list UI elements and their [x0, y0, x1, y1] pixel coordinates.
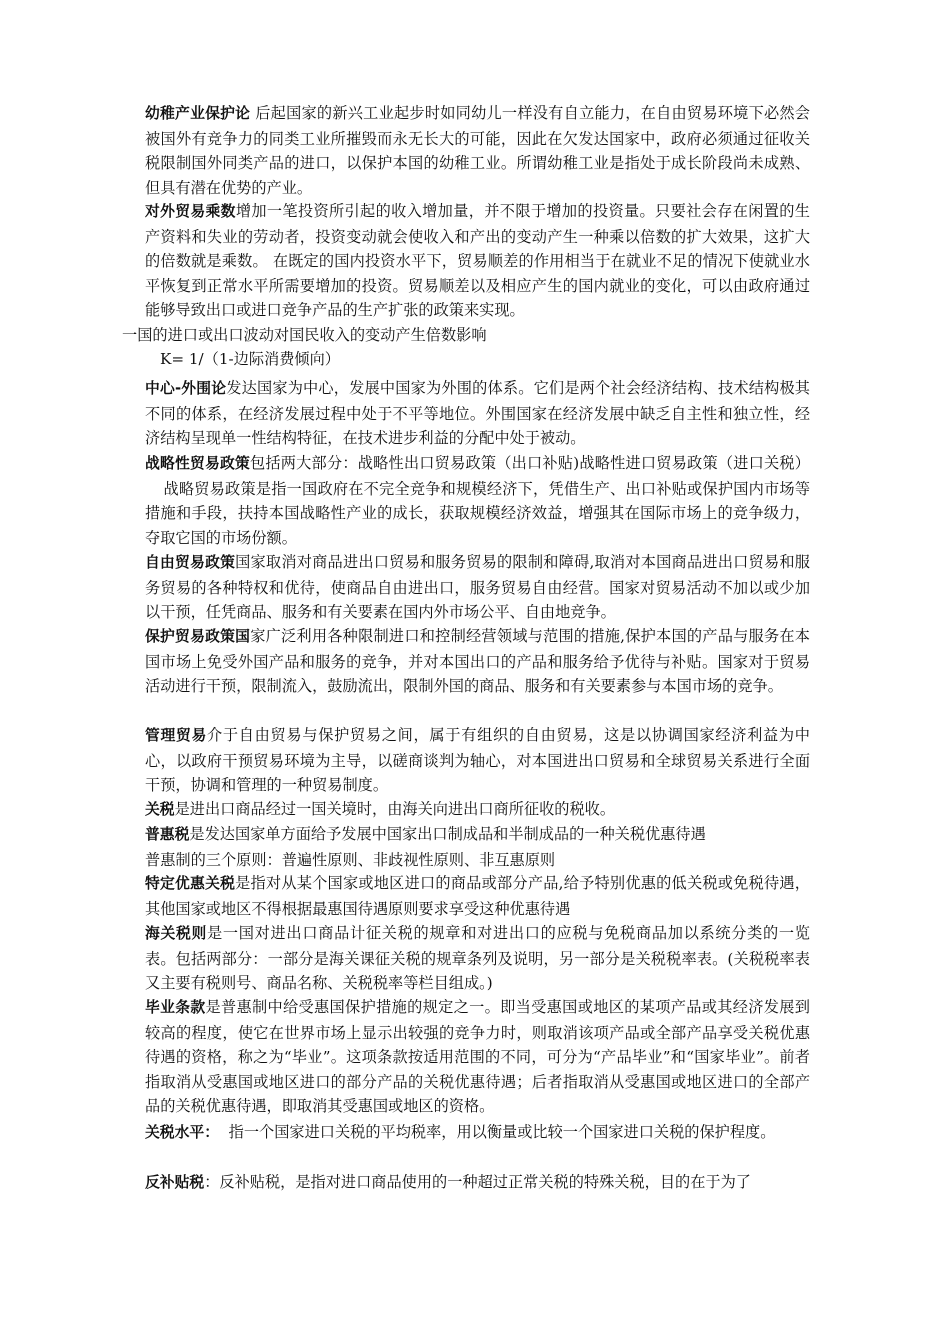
entry-text: 是一国对进出口商品计征关税的规章和对进出口的应税与免税商品加以系统分类的一览表。包括两部分：一部分是海关课征关税的规章条列及说明，另一部分是关税税率表。(关税税率表又主要有税则号、商品名称、关税税率等栏目组成。): [145, 924, 810, 992]
entry-term: 关税: [145, 801, 175, 818]
entry-text-2: 普惠制的三个原则：普遍性原则、非歧视性原则、非互惠原则: [145, 850, 556, 869]
entry-text: 是进出口商品经过一国关境时，由海关向进出口商所征收的税收。: [174, 800, 616, 818]
entry-customs-tariff: [145, 921, 810, 996]
entry-term: 幼稚产业保护论: [145, 105, 251, 122]
entry-protection: [145, 624, 810, 699]
entry-term: 关税水平：: [145, 1124, 219, 1141]
entry-term: 对外贸易乘数: [145, 203, 236, 220]
entry-term: 保护贸易政策国: [145, 628, 251, 645]
entry-term: 海关税则: [145, 925, 207, 942]
entry-text: 增加一笔投资所引起的收入增加量，并不限于增加的投资量。只要社会存在闲置的生产资料和失业的劳动者，投资变动就会使收入和产出的变动产生一种乘以倍数的扩大效果，这扩大的倍数就是乘数。 在既定的国内投资水平下，贸易顺差的作用相当于在就业不足的情况下使就业水平恢复到正常水平所需要增加的投资。贸易顺差以及相应产生的国内就业的变化，可以由政府通过能够导致出口或进口竞争产品的生产扩张的政策来实现。: [145, 202, 810, 319]
entry-term: 管理贸易: [145, 727, 207, 744]
entry-special-preference: [145, 871, 810, 921]
multiplier-note: 一国的进口或出口波动对国民收入的变动产生倍数影响: [122, 326, 487, 344]
entry-gsp: [145, 822, 810, 872]
entry-term: 反补贴税: [145, 1174, 205, 1191]
entry-text: 国家取消对商品进出口贸易和服务贸易的限制和障碍,取消对本国商品进出口贸易和服务贸易的各种特权和优待，使商品自由进出口，服务贸易自由经营。国家对贸易活动不加以或少加以干预，任凭商品、服务和有关要素在国内外市场公平、自由地竞争。: [145, 553, 810, 621]
entry-tariff: [145, 797, 810, 823]
entry-graduation-clause: [145, 995, 810, 1119]
entry-center-periphery: [145, 376, 810, 451]
entry-tariff-level: [145, 1120, 810, 1146]
multiplier-formula: K= 1/（1-边际消费倾向）: [160, 350, 340, 368]
entry-term: 普惠税: [145, 826, 190, 843]
entry-infant-industry: [145, 101, 810, 200]
entry-text: 是普惠制中给受惠国保护措施的规定之一。即当受惠国或地区的某项产品或其经济发展到较高的程度，使它在世界市场上显示出较强的竞争力时，则取消该项产品或全部产品享受关税优惠待遇的资格，称之为“毕业”。这项条款按适用范围的不同，可分为“产品毕业”和“国家毕业”。前者指取消从受惠国或地区进口的部分产品的关税优惠待遇；后者指取消从受惠国或地区进口的全部产品的关税优惠待遇，即取消其受惠国或地区的资格。: [145, 998, 810, 1115]
entry-strategic-trade: [145, 451, 810, 550]
entry-text: 后起国家的新兴工业起步时如同幼儿一样没有自立能力，在自由贸易环境下必然会被国外有竞争力的同类工业所摧毁而永无长大的可能，因此在欠发达国家中，政府必须通过征收关税限制国外同类产品的进口，以保护本国的幼稚工业。所谓幼稚工业是指处于成长阶段尚未成熟、但具有潜在优势的产业。: [145, 104, 810, 197]
entry-countervailing-duty: [145, 1170, 810, 1196]
entry-text: 发达国家为中心，发展中国家为外围的体系。它们是两个社会经济结构、技术结构极其不同的体系，在经济发展过程中处于不平等地位。外围国家在经济发展中缺乏自主性和独立性，经济结构呈现单一性结构特征，在技术进步利益的分配中处于被动。: [145, 379, 810, 447]
entry-text: 是指对从某个国家或地区进口的商品或部分产品,给予特别优惠的低关税或免税待遇，其他国家或地区不得根据最惠国待遇原则要求享受这种优惠待遇: [145, 874, 810, 918]
entry-text-2: 战略贸易政策是指一国政府在不完全竞争和规模经济下，凭借生产、出口补贴或保护国内市场等措施和手段，扶持本国战略性产业的成长，获取规模经济效益，增强其在国际市场上的竞争级力，夺取它国的市场份额。: [145, 479, 810, 547]
entry-trade-multiplier: [145, 199, 810, 323]
entry-term: 特定优惠关税: [145, 875, 236, 892]
entry-text: 家广泛利用各种限制进口和控制经营领域与范围的措施,保护本国的产品与服务在本国市场上免受外国产品和服务的竞争，并对本国出口的产品和服务给予优待与补贴。国家对于贸易活动进行干预，限制流入，鼓励流出，限制外国的商品、服务和有关要素参与本国市场的竞争。: [145, 627, 810, 695]
entry-term: 自由贸易政策: [145, 554, 236, 571]
entry-managed-trade: [145, 723, 810, 798]
entry-term: 中心-外围论: [145, 380, 227, 397]
entry-text: 指一个国家进口关税的平均税率，用以衡量或比较一个国家进口关税的保护程度。: [228, 1123, 776, 1141]
entry-text: 包括两大部分：战略性出口贸易政策（出口补贴)战略性进口贸易政策（进口关税）: [250, 454, 810, 472]
entry-text: 介于自由贸易与保护贸易之间，属于有组织的自由贸易，这是以协调国家经济利益为中心，以政府干预贸易环境为主导，以磋商谈判为轴心，对本国进出口贸易和全球贸易关系进行全面干预，协调和管理的一种贸易制度。: [145, 726, 810, 794]
entry-free-trade: [145, 550, 810, 625]
entry-text: 是发达国家单方面给予发展中国家出口制成品和半制成品的一种关税优惠待遇: [189, 825, 706, 843]
entry-term: 战略性贸易政策: [145, 455, 250, 472]
entry-term: 毕业条款: [145, 999, 206, 1016]
entry-text: ：反补贴税，是指对进口商品使用的一种超过正常关税的特殊关税，目的在于为了: [204, 1173, 751, 1191]
